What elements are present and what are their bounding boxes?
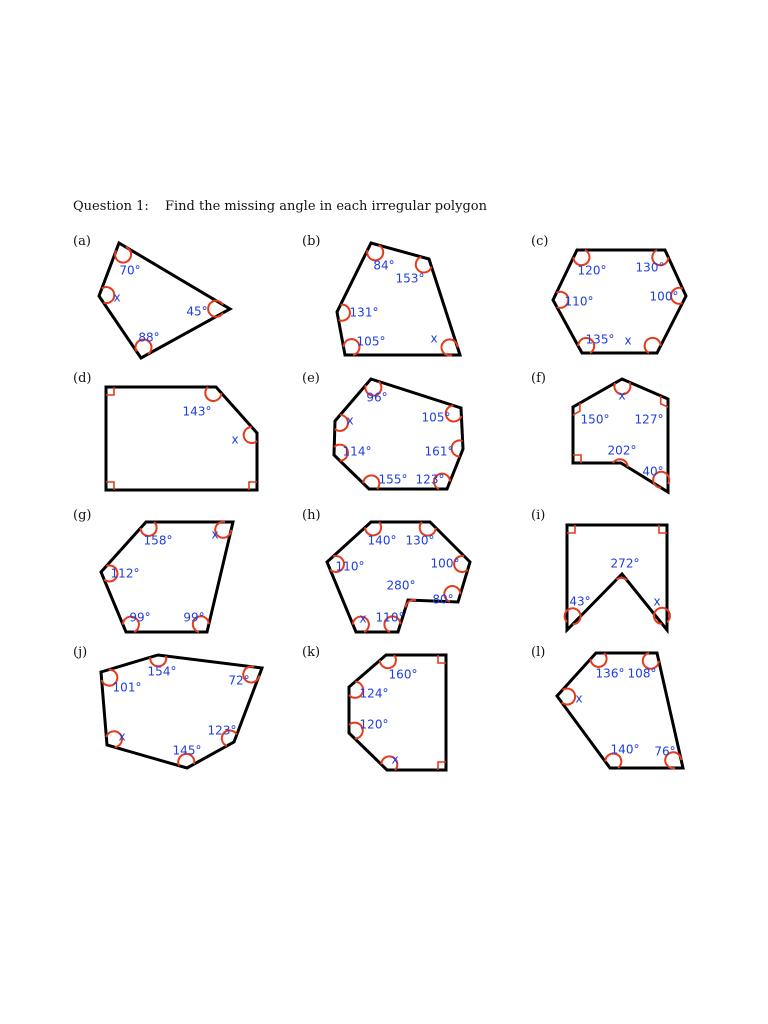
polygon-i-outline [567, 525, 667, 630]
angle-label: 124° [359, 686, 389, 701]
angle-label: 155° [378, 472, 408, 487]
unknown-angle-label: x [653, 594, 661, 609]
angle-marker [562, 689, 575, 705]
unknown-angle-label: x [231, 432, 239, 447]
angle-label: 70° [119, 263, 141, 278]
angle-label: 135° [585, 332, 615, 347]
part-label-g: (g) [73, 508, 92, 523]
angle-label: 120° [359, 717, 389, 732]
angle-label: 100° [430, 556, 460, 571]
angle-label: 45° [186, 304, 208, 319]
polygon-d [106, 387, 257, 490]
angle-label: 110° [564, 294, 594, 309]
unknown-angle-label: x [624, 333, 632, 348]
part-label-l: (l) [531, 645, 546, 660]
angle-label: 131° [349, 305, 379, 320]
angle-label: 96° [366, 390, 388, 405]
unknown-angle-label: x [618, 388, 626, 403]
angle-label: 154° [147, 664, 177, 679]
angle-label: 120° [577, 263, 607, 278]
polygon-c [553, 250, 686, 353]
angle-label: 150° [580, 412, 610, 427]
polygon-b-outline [337, 243, 460, 355]
angle-label: 130° [405, 533, 435, 548]
angle-label: 84° [373, 258, 395, 273]
angle-label: 99° [183, 610, 205, 625]
angle-label: 160° [388, 667, 418, 682]
part-label-i: (i) [531, 508, 546, 523]
angle-label: 114° [342, 444, 372, 459]
angle-label: 153° [395, 271, 425, 286]
unknown-angle-label: x [346, 413, 354, 428]
angle-label: 99° [129, 610, 151, 625]
angle-label: 76° [654, 744, 676, 759]
polygon-j [101, 655, 262, 768]
polygon-b [337, 243, 460, 355]
angle-label: 80° [432, 592, 454, 607]
question-instruction: Find the missing angle in each irregular polygon [165, 199, 487, 214]
angle-label: 123° [207, 723, 237, 738]
angle-label: 202° [607, 443, 637, 458]
polygon-g [101, 522, 233, 632]
polygon-h [327, 522, 470, 632]
unknown-angle-label: x [575, 691, 583, 706]
polygon-f [573, 379, 669, 492]
polygon-e [334, 379, 463, 489]
part-label-e: (e) [302, 371, 320, 386]
angle-label: 105° [356, 334, 386, 349]
angle-marker [442, 339, 458, 355]
angle-label: 100° [649, 289, 679, 304]
angle-label: 110° [335, 559, 365, 574]
angle-label: 158° [143, 533, 173, 548]
unknown-angle-label: x [113, 290, 121, 305]
angle-label: 40° [642, 464, 664, 479]
part-label-d: (d) [73, 371, 92, 386]
angle-label: 140° [367, 533, 397, 548]
angle-label: 43° [569, 594, 591, 609]
angle-label: 143° [182, 404, 212, 419]
unknown-angle-label: x [359, 611, 367, 626]
angle-label: 136° [595, 666, 625, 681]
unknown-angle-label: x [211, 527, 219, 542]
part-label-a: (a) [73, 234, 91, 249]
question-number: Question 1: [73, 199, 149, 214]
angle-label: 110° [375, 610, 405, 625]
angle-label: 88° [138, 330, 160, 345]
part-label-b: (b) [302, 234, 321, 249]
unknown-angle-label: x [430, 331, 438, 346]
polygon-i [565, 525, 670, 630]
angle-label: 105° [421, 410, 451, 425]
part-label-k: (k) [302, 645, 321, 660]
polygon-a [99, 243, 230, 358]
angle-label: 161° [424, 444, 454, 459]
polygon-l [557, 653, 683, 768]
angle-label: 72° [228, 673, 250, 688]
angle-marker [208, 301, 223, 317]
part-label-j: (j) [73, 645, 88, 660]
part-label-c: (c) [531, 234, 549, 249]
angle-label: 130° [635, 260, 665, 275]
angle-label: 101° [112, 680, 142, 695]
part-label-h: (h) [302, 508, 321, 523]
unknown-angle-label: x [118, 729, 126, 744]
angle-label: 280° [386, 578, 416, 593]
angle-label: 123° [415, 472, 445, 487]
unknown-angle-label: x [391, 752, 399, 767]
angle-label: 272° [610, 556, 640, 571]
angle-label: 145° [172, 743, 202, 758]
part-label-f: (f) [531, 371, 546, 386]
polygon-k [349, 655, 446, 770]
angle-label: 108° [627, 666, 657, 681]
angle-label: 140° [610, 742, 640, 757]
angle-label: 112° [110, 566, 140, 581]
angle-label: 127° [634, 412, 664, 427]
